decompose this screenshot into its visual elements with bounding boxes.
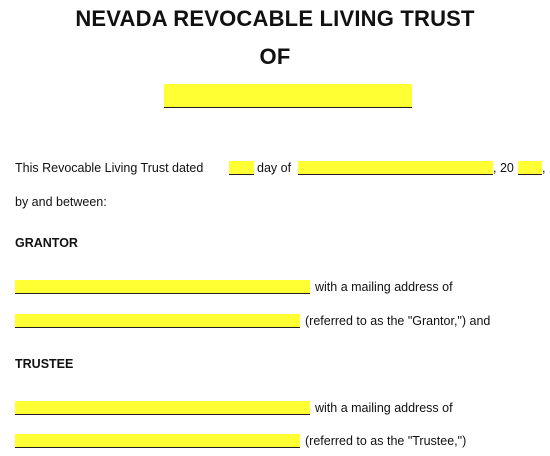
trustee-name-field[interactable]	[15, 401, 310, 415]
grantor-referred-text: (referred to as the "Grantor,") and	[305, 314, 491, 328]
grantor-address-field[interactable]	[15, 314, 300, 328]
grantor-name-field[interactable]	[15, 280, 310, 294]
trust-name-field[interactable]	[164, 84, 412, 108]
intro-year-field[interactable]	[518, 161, 542, 175]
intro-year-prefix-text: , 20	[493, 161, 514, 175]
document-title-of: OF	[259, 44, 291, 69]
document-title: NEVADA REVOCABLE LIVING TRUST	[75, 6, 475, 31]
grantor-mailing-text: with a mailing address of	[315, 280, 453, 294]
intro-month-field[interactable]	[298, 161, 493, 175]
intro-trailing-comma: ,	[542, 161, 546, 175]
grantor-heading: GRANTOR	[15, 236, 78, 250]
by-and-between-text: by and between:	[15, 195, 107, 209]
intro-day-of-text: day of	[257, 161, 292, 175]
intro-prefix-text: This Revocable Living Trust dated	[15, 161, 204, 175]
intro-day-field[interactable]	[229, 161, 254, 175]
trustee-mailing-text: with a mailing address of	[315, 401, 453, 415]
trustee-address-field[interactable]	[15, 434, 300, 448]
trustee-referred-text: (referred to as the "Trustee,")	[305, 434, 467, 448]
trustee-heading: TRUSTEE	[15, 357, 74, 371]
